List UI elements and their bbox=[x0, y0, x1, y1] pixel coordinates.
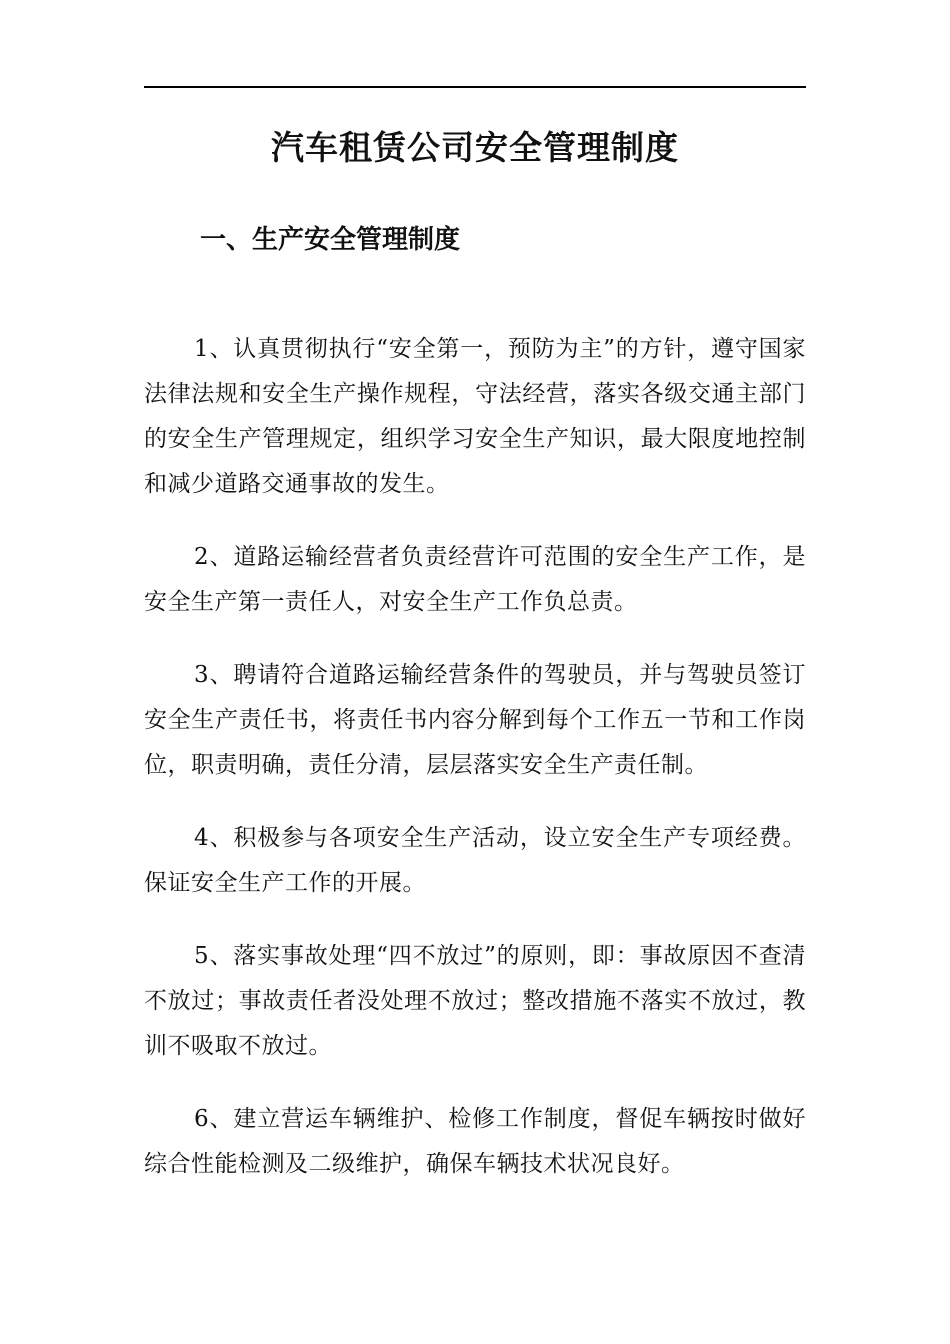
paragraph-6: 6、建立营运车辆维护、检修工作制度，督促车辆按时做好综合性能检测及二级维护，确保车辆技术状况良好。 bbox=[144, 1106, 806, 1177]
header-rule bbox=[144, 86, 806, 88]
document-body bbox=[144, 327, 806, 1215]
paragraph-1: 1、认真贯彻执行“安全第一，预防为主”的方针，遵守国家法律法规和安全生产操作规程，守法经营，落实各级交通主部门的安全生产管理规定，组织学习安全生产知识，最大限度地控制和减少道路交通事故的发生。 bbox=[144, 336, 806, 497]
document-title: 汽车租赁公司安全管理制度 bbox=[271, 128, 679, 167]
paragraph-4: 4、积极参与各项安全生产活动，设立安全生产专项经费。保证安全生产工作的开展。 bbox=[144, 825, 806, 896]
section-heading: 一、生产安全管理制度 bbox=[200, 225, 461, 255]
paragraph-3: 3、聘请符合道路运输经营条件的驾驶员，并与驾驶员签订安全生产责任书，将责任书内容分解到每个工作五一节和工作岗位，职责明确，责任分清，层层落实安全生产责任制。 bbox=[144, 662, 806, 778]
paragraph-2: 2、道路运输经营者负责经营许可范围的安全生产工作，是安全生产第一责任人，对安全生产工作负总责。 bbox=[144, 544, 806, 615]
paragraph-5: 5、落实事故处理“四不放过”的原则，即：事故原因不查清不放过；事故责任者没处理不放过；整改措施不落实不放过，教训不吸取不放过。 bbox=[144, 943, 806, 1059]
